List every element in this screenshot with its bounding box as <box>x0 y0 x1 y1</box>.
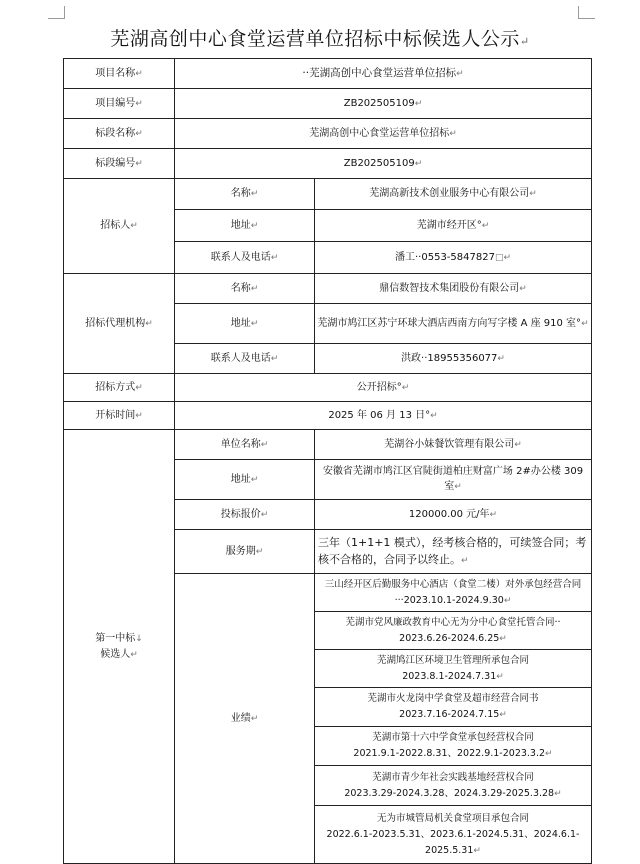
performance-item: 芜湖市第十六中学食堂承包经营权合同 2021.9.1-2022.8.31、2022.9.1-2023.3.2↵ <box>315 727 592 766</box>
tenderer-name-value: 芜湖高新技术创业服务中心有限公司↵ <box>315 179 592 210</box>
tenderer-name-row <box>64 179 592 210</box>
project-number-value: ZB202505109↵ <box>175 89 592 119</box>
margin-corner-right <box>578 6 595 19</box>
open-time-row <box>64 402 592 430</box>
section-number-row <box>64 149 592 179</box>
candidate-price-label: 投标报价↵ <box>175 500 315 530</box>
open-time-value: 2025 年 06 月 13 日°↵ <box>175 402 592 430</box>
performance-item: 芜湖鸠江区环境卫生管理所承包合同 2023.8.1-2024.7.31↵ <box>315 650 592 688</box>
project-number-label: 项目编号↵ <box>64 89 175 119</box>
method-value: 公开招标°↵ <box>175 374 592 402</box>
project-name-label: 项目名称↵ <box>64 59 175 89</box>
agency-name-row <box>64 274 592 304</box>
section-number-value: ZB202505109↵ <box>175 149 592 179</box>
project-number-row <box>64 89 592 119</box>
agency-address-value: 芜湖市鸠江区苏宁环球大酒店西南方向写字楼 A 座 910 室°↵ <box>315 304 592 344</box>
candidate-name-row <box>64 430 592 460</box>
method-row <box>64 374 592 402</box>
method-label: 招标方式↵ <box>64 374 175 402</box>
open-time-label: 开标时间↵ <box>64 402 175 430</box>
agency-name-value: 鼎信数智技术集团股份有限公司↵ <box>315 274 592 304</box>
project-name-value: ··芜湖高创中心食堂运营单位招标↵ <box>175 59 592 89</box>
candidate-name-label: 单位名称↵ <box>175 430 315 460</box>
tenderer-address-label: 地址↵ <box>175 210 315 242</box>
performance-item: 芜湖市党风廉政教育中心无为分中心食堂托管合同·· 2023.6.26-2024.6.25↵ <box>315 612 592 650</box>
performance-item: 芜湖市火龙岗中学食堂及超市经营合同书 2023.7.16-2024.7.15↵ <box>315 688 592 727</box>
margin-corner-left <box>48 6 65 19</box>
candidate-price-value: 120000.00 元/年↵ <box>315 500 592 530</box>
candidate-address-value: 安徽省芜湖市鸠江区官陡街道柏庄财富广场 2#办公楼 309 室↵ <box>315 460 592 500</box>
section-name-label: 标段名称↵ <box>64 119 175 149</box>
candidate-address-label: 地址↵ <box>175 460 315 500</box>
tenderer-name-label: 名称↵ <box>175 179 315 210</box>
section-number-label: 标段编号↵ <box>64 149 175 179</box>
performance-label: 业绩↵ <box>175 574 315 864</box>
section-name-value: 芜湖高创中心食堂运营单位招标↵ <box>175 119 592 149</box>
agency-contact-label: 联系人及电话↵ <box>175 344 315 374</box>
section-name-row <box>64 119 592 149</box>
tenderer-address-value: 芜湖市经开区°↵ <box>315 210 592 242</box>
candidate-name-value: 芜湖谷小妹餐饮管理有限公司↵ <box>315 430 592 460</box>
performance-item: 无为市城管局机关食堂项目承包合同 2022.6.1-2023.5.31、2023.6.1-2024.5.31、2024.6.1-2025.5.31↵ <box>315 806 592 864</box>
agency-name-label: 名称↵ <box>175 274 315 304</box>
agency-address-label: 地址↵ <box>175 304 315 344</box>
project-name-row <box>64 59 592 89</box>
performance-item: 芜湖市青少年社会实践基地经营权合同 2023.3.29-2024.3.28、2024.3.29-2025.3.28↵ <box>315 766 592 806</box>
candidate-service-value: 三年（1+1+1 模式），经考核合格的，可续签合同；考核不合格的，合同予以终止。↵ <box>315 530 592 574</box>
tenderer-group-label: 招标人↵ <box>64 179 175 274</box>
announcement-table <box>63 58 592 864</box>
page-title: 芜湖高创中心食堂运营单位招标中标候选人公示↵ <box>110 28 530 50</box>
agency-group-label: 招标代理机构↵ <box>64 274 175 374</box>
candidate-service-label: 服务期↵ <box>175 530 315 574</box>
agency-contact-value: 洪政··18955356077↵ <box>315 344 592 374</box>
performance-item: 三山经开区后勤服务中心酒店（食堂二楼）对外承包经营合同 ···2023.10.1-2024.9.30↵ <box>315 574 592 612</box>
tenderer-contact-label: 联系人及电话↵ <box>175 242 315 274</box>
candidate-group-label: 第一中标↓ 候选人↵ <box>64 430 175 864</box>
tenderer-contact-value: 潘工··0553-5847827□↵ <box>315 242 592 274</box>
